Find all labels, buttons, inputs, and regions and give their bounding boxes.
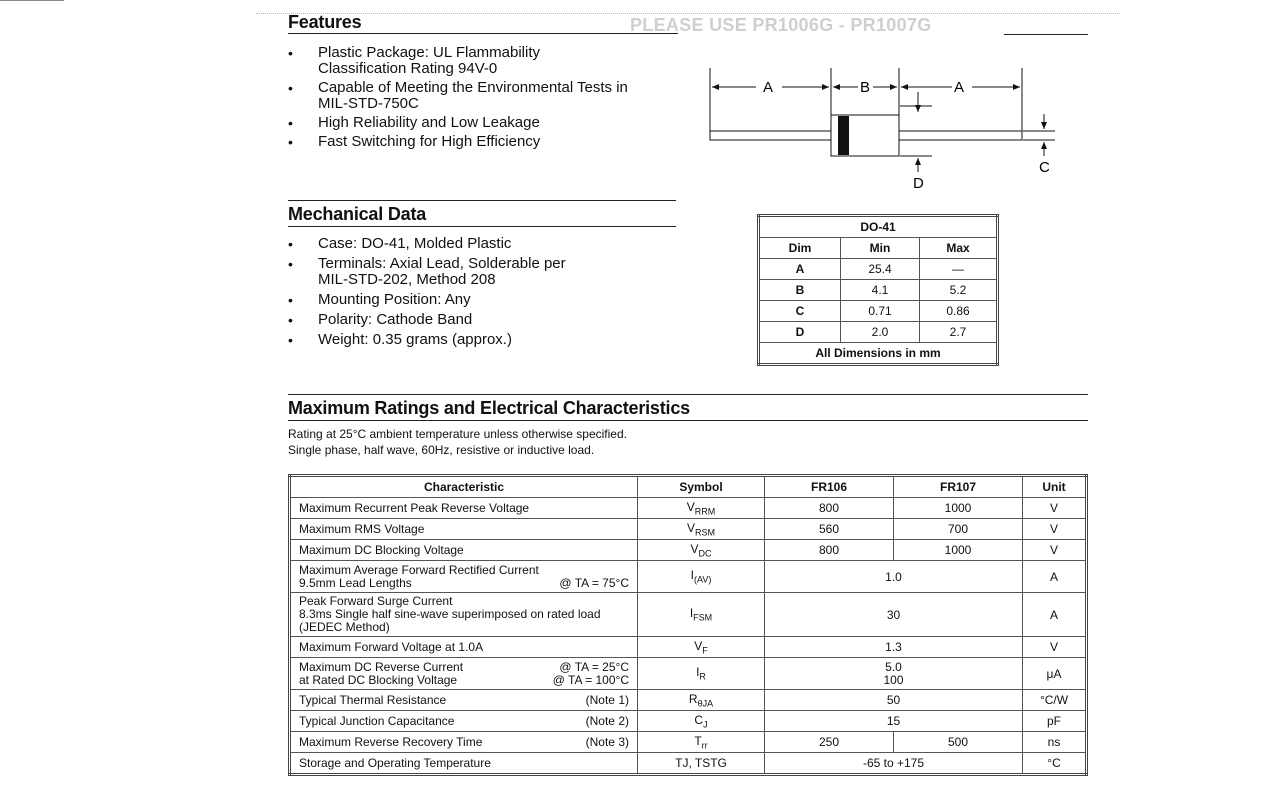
table-row: Maximum Recurrent Peak Reverse Voltage $V_{RRM}$ 800 1000 V: [290, 498, 1087, 519]
feature-item: • High Reliability and Low Leakage: [288, 115, 628, 131]
page-top-divider: [256, 13, 1120, 14]
table-row: Maximum DC Blocking Voltage $V_{DC}$ 800 1000 V: [290, 540, 1087, 561]
mechanical-item: • Mounting Position: Any: [288, 292, 566, 308]
feature-item: • Capable of Meeting the Environmental Tests in MIL-STD-750C: [288, 80, 628, 112]
mechanical-item: • Terminals: Axial Lead, Solderable per MIL-STD-202, Method 208: [288, 256, 566, 288]
mechanical-item: • Weight: 0.35 grams (approx.): [288, 332, 566, 348]
symbol-cell: $R_{\theta JA}$: [638, 690, 765, 711]
replacement-notice: PLEASE USE PR1006G - PR1007G: [630, 15, 932, 35]
symbol-cell: $C_J$: [638, 711, 765, 732]
ratings-rule: [288, 420, 1088, 421]
dim-label-a-right: A: [954, 79, 965, 96]
dim-label-d: D: [913, 175, 924, 192]
dim-col-header: Max: [920, 238, 998, 259]
table-row: Typical Thermal Resistance (Note 1) $R_{\theta JA}$ 50 °C/W: [290, 690, 1087, 711]
dim-table-row: B 4.1 5.2: [759, 280, 998, 301]
symbol-cell: $V_{DC}$: [638, 540, 765, 561]
features-list: [288, 45, 628, 154]
table-row: Maximum Average Forward Rectified Current 9.5mm Lead Lengths @ TA = 75°C $I_{(AV)}$ 1.0 A: [290, 561, 1087, 593]
mechanical-title: Mechanical Data: [288, 204, 427, 224]
dim-table-row: A 25.4 —: [759, 259, 998, 280]
ratings-rule-top: [288, 394, 1088, 395]
mechanical-item: • Case: DO-41, Molded Plastic: [288, 236, 566, 252]
dim-label-a-left: A: [763, 79, 774, 96]
table-row: Maximum DC Reverse Current @ TA = 25°C at Rated DC Blocking Voltage @ TA = 100°C $I_R$ 5.0 100 μA: [290, 658, 1087, 690]
symbol-cell: $I_{(AV)}$: [638, 561, 765, 593]
table-row: Peak Forward Surge Current 8.3ms Single half sine-wave superimposed on rated load (JEDEC Method) $I_{FSM}$ 30 A: [290, 593, 1087, 637]
symbol-cell: $I_{FSM}$: [638, 593, 765, 637]
symbol-cell: $I_R$: [638, 658, 765, 690]
page-corner-line: [0, 0, 64, 5]
dim-table-row: D 2.0 2.7: [759, 322, 998, 343]
dim-table-header: [759, 238, 998, 259]
char-table-header: [290, 476, 1087, 498]
table-row: Storage and Operating Temperature TJ, TSTG -65 to +175 °C: [290, 753, 1087, 775]
mechanical-rule-top: [288, 200, 676, 201]
feature-item: • Fast Switching for High Efficiency: [288, 134, 628, 150]
dim-label-b: B: [860, 79, 871, 96]
symbol-cell: $V_{RRM}$: [638, 498, 765, 519]
characteristics-table: [288, 474, 1088, 776]
notice-rule: [1004, 34, 1088, 35]
symbol-cell: $V_F$: [638, 637, 765, 658]
dim-col-header: Min: [841, 238, 920, 259]
col-symbol: Symbol: [638, 476, 765, 498]
feature-item: • Plastic Package: UL Flammability Classification Rating 94V-0: [288, 45, 628, 77]
ratings-note-load: Single phase, half wave, 60Hz, resistive or inductive load.: [288, 443, 595, 457]
col-fr107: FR107: [894, 476, 1023, 498]
symbol-cell: TJ, TSTG: [638, 753, 765, 775]
dim-col-header: Dim: [759, 238, 841, 259]
dim-label-c: C: [1039, 159, 1050, 176]
mechanical-list: [288, 236, 566, 352]
table-row: Maximum Reverse Recovery Time (Note 3) $T_{rr}$ 250 500 ns: [290, 732, 1087, 753]
symbol-cell: $V_{RSM}$: [638, 519, 765, 540]
package-outline-diagram: [700, 60, 1080, 195]
table-row: Typical Junction Capacitance (Note 2) $C_J$ 15 pF: [290, 711, 1087, 732]
dimensions-table: [757, 214, 999, 366]
symbol-cell: $T_{rr}$: [638, 732, 765, 753]
features-rule: [288, 33, 678, 34]
ratings-note-temperature: Rating at 25°C ambient temperature unless otherwise specified.: [288, 427, 627, 441]
col-unit: Unit: [1023, 476, 1087, 498]
table-row: Maximum Forward Voltage at 1.0A $V_F$ 1.3 V: [290, 637, 1087, 658]
features-title: Features: [288, 12, 362, 32]
ratings-title: Maximum Ratings and Electrical Characteristics: [288, 398, 690, 418]
mechanical-rule: [288, 226, 676, 227]
col-characteristic: Characteristic: [290, 476, 638, 498]
dim-table-package: DO-41: [759, 216, 998, 238]
dim-table-row: C 0.71 0.86: [759, 301, 998, 322]
col-fr106: FR106: [765, 476, 894, 498]
table-row: Maximum RMS Voltage $V_{RSM}$ 560 700 V: [290, 519, 1087, 540]
dim-table-footer: All Dimensions in mm: [759, 343, 998, 365]
mechanical-item: • Polarity: Cathode Band: [288, 312, 566, 328]
